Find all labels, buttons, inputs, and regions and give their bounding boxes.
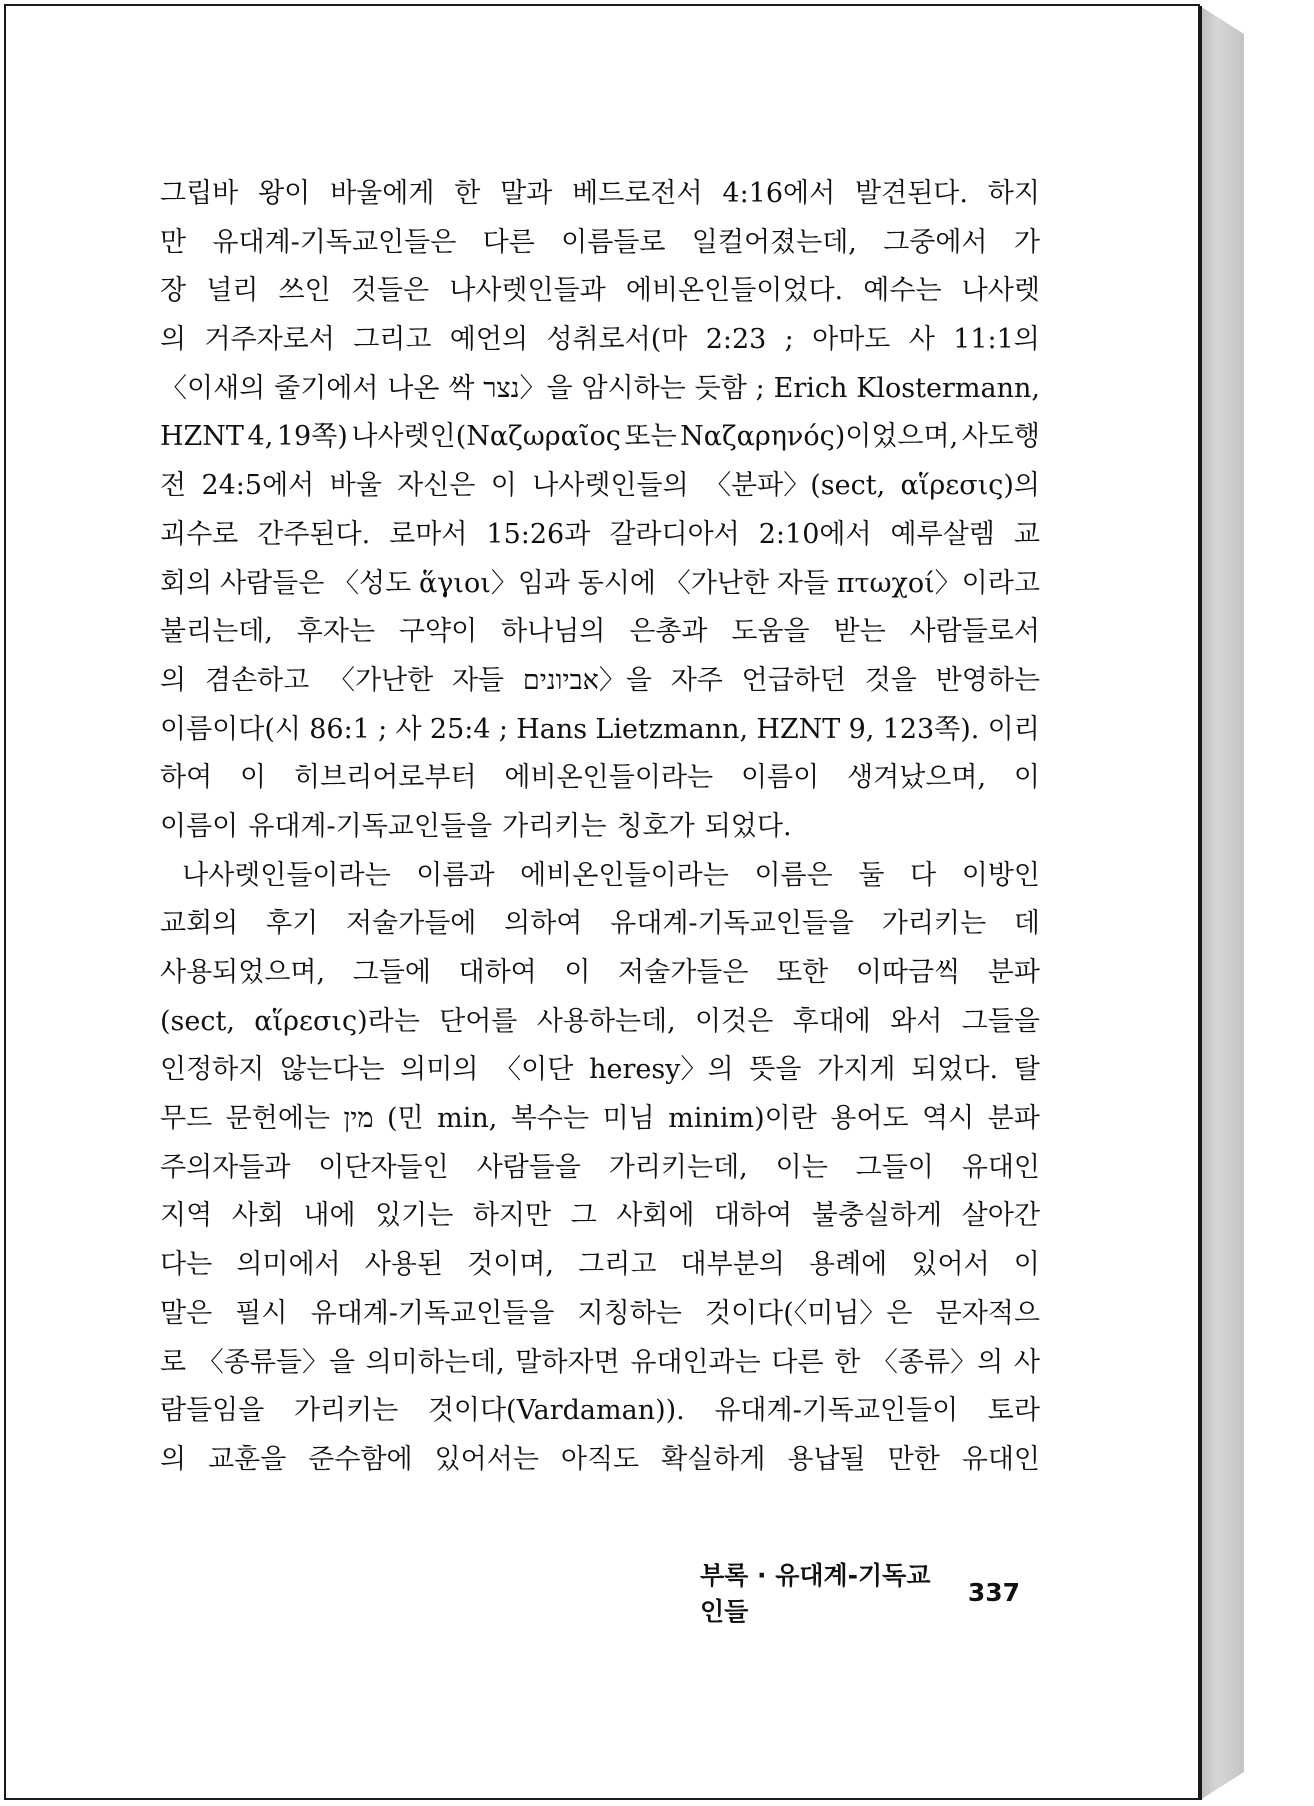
text-line: 의 겸손하고 〈가난한 자들 אביונים〉을 자주 언급하던 것을 반영하는 [160, 664, 1040, 696]
page-edge-line [1200, 6, 1202, 1800]
text-line: 나사렛인들이라는 이름과 에비온인들이라는 이름은 둘 다 이방인 [182, 859, 1040, 891]
text-line: 지역 사회 내에 있기는 하지만 그 사회에 대하여 불충실하게 살아간 [160, 1200, 1040, 1232]
text-line: 하여 이 히브리어로부터 에비온인들이라는 이름이 생겨났으며, 이 [160, 762, 1040, 794]
text-line: 괴수로 간주된다. 로마서 15:26과 갈라디아서 2:10에서 예루살렘 교 [160, 518, 1040, 550]
text-line: 교회의 후기 저술가들에 의하여 유대계-기독교인들을 가리키는 데 [160, 908, 1040, 940]
text-line: 이름이 유대계-기독교인들을 가리키는 칭호가 되었다. [160, 810, 792, 842]
page-number: 337 [967, 1577, 1020, 1607]
page-footer [700, 1561, 1020, 1626]
text-line: 의 교훈을 준수함에 있어서는 아직도 확실하게 용납될 만한 유대인 [160, 1443, 1040, 1475]
body-text [160, 170, 1040, 1485]
text-line: 람들임을 가리키는 것이다(Vardaman)). 유대계-기독교인들이 토라 [160, 1395, 1040, 1427]
text-line: 주의자들과 이단자들인 사람들을 가리키는데, 이는 그들이 유대인 [160, 1151, 1040, 1183]
text-line: 인정하지 않는다는 의미의 〈이단 heresy〉의 뜻을 가지게 되었다. 탈 [160, 1054, 1040, 1086]
page-stack-edge [1200, 6, 1244, 1800]
text-line: 의 거주자로서 그리고 예언의 성취로서(마 2:23 ; 아마도 사 11:1의 [160, 324, 1040, 356]
text-line: HZNT 4, 19쪽) 나사렛인(Ναζωραῖος 또는 Ναζαρηνός)이었으며, 사도행 [160, 421, 1040, 453]
text-line: 사용되었으며, 그들에 대하여 이 저술가들은 또한 이따금씩 분파 [160, 957, 1040, 988]
text-line: 전 24:5에서 바울 자신은 이 나사렛인들의 〈분파〉(sect, αἵρεσις)의 [160, 470, 1040, 502]
text-line: 말은 필시 유대계-기독교인들을 지칭하는 것이다(〈미님〉은 문자적으 [160, 1297, 1040, 1329]
text-line: 무드 문헌에는 מין (민 min, 복수는 미님 minim)이란 용어도 역시 분파 [160, 1103, 1040, 1135]
running-head: 부록 · 유대계-기독교인들 [700, 1561, 931, 1626]
text-line: 회의 사람들은 〈성도 ἅγιοι〉임과 동시에 〈가난한 자들 πτωχοί〉이라고 [160, 567, 1040, 599]
text-line: 불리는데, 후자는 구약이 하나님의 은총과 도움을 받는 사람들로서 [160, 616, 1040, 648]
text-line: 장 널리 쓰인 것들은 나사렛인들과 에비온인들이었다. 예수는 나사렛 [160, 275, 1040, 307]
text-line: 로 〈종류들〉을 의미하는데, 말하자면 유대인과는 다른 한 〈종류〉의 사 [160, 1346, 1040, 1378]
text-line: 〈이새의 줄기에서 나온 싹 נצר〉을 암시하는 듯함 ; Erich Klostermann, [160, 372, 1040, 404]
text-line: (sect, αἵρεσις)라는 단어를 사용하는데, 이것은 후대에 와서 그들을 [160, 1005, 1040, 1037]
text-line: 이름이다(시 86:1 ; 사 25:4 ; Hans Lietzmann, HZNT 9, 123쪽). 이리 [160, 713, 1040, 745]
text-line: 다는 의미에서 사용된 것이며, 그리고 대부분의 용례에 있어서 이 [160, 1249, 1040, 1281]
text-line: 그립바 왕이 바울에게 한 말과 베드로전서 4:16에서 발견된다. 하지 [160, 178, 1040, 209]
text-line: 만 유대계-기독교인들은 다른 이름들로 일컬어졌는데, 그중에서 가 [160, 226, 1040, 258]
